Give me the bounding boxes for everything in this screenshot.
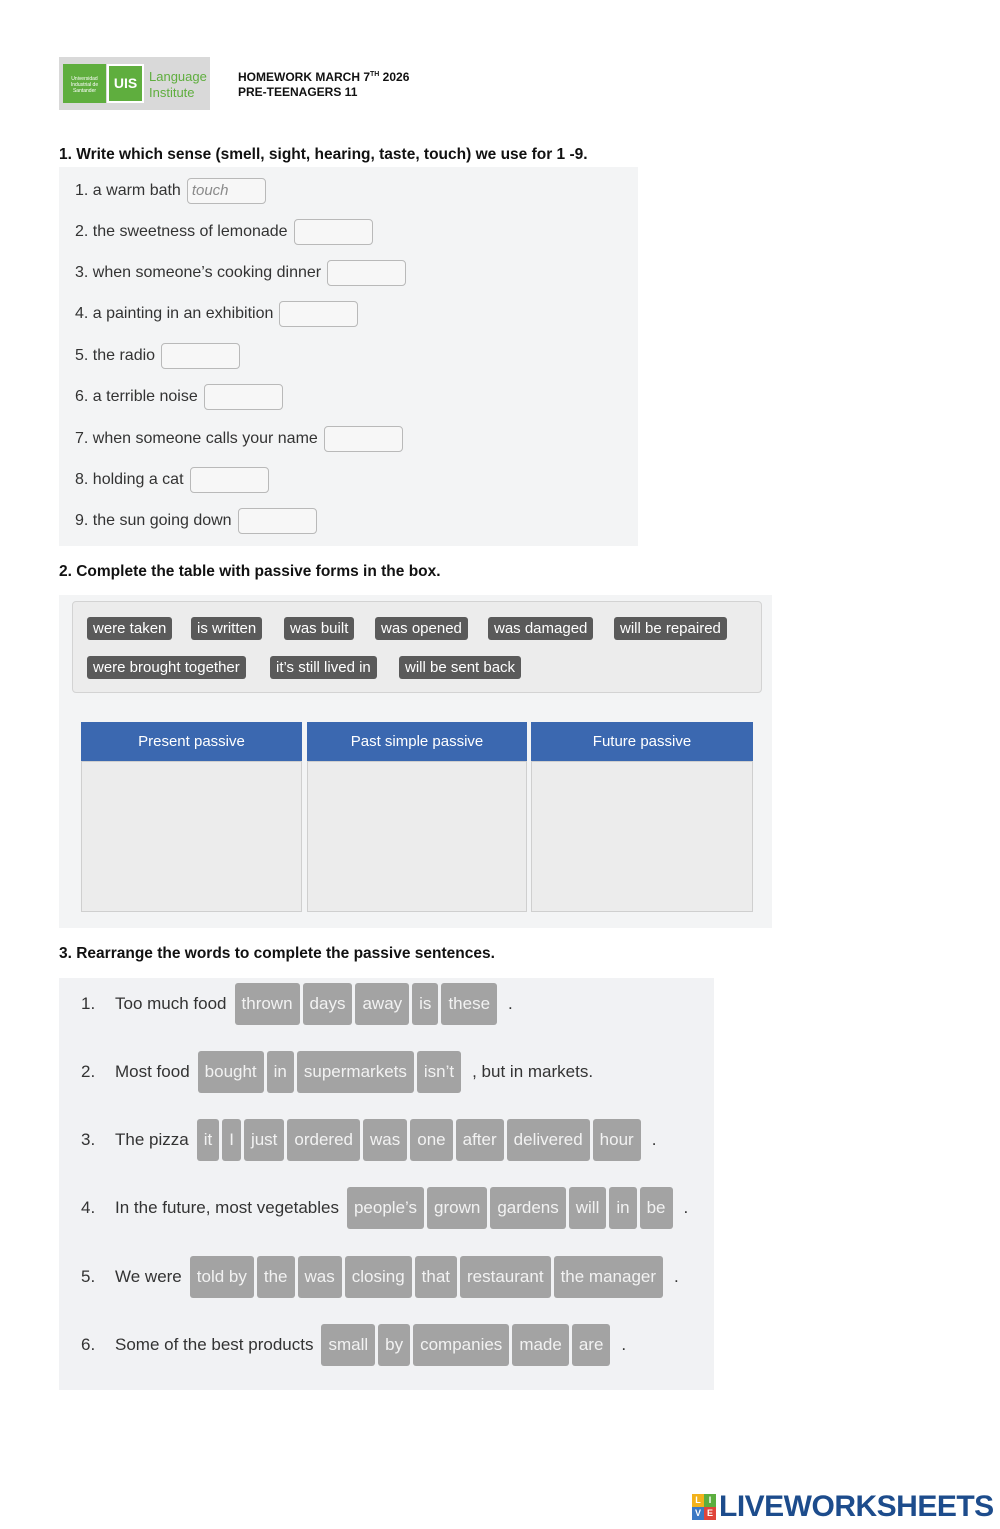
word-tile[interactable]: be: [640, 1187, 673, 1229]
sense-answer-input[interactable]: [279, 301, 358, 327]
word-tile[interactable]: was: [363, 1119, 407, 1161]
word-chip[interactable]: was damaged: [488, 617, 593, 640]
sentence-row: [81, 1255, 679, 1299]
sense-answer-input[interactable]: [294, 219, 373, 245]
word-tile[interactable]: these: [441, 983, 497, 1025]
sense-item: [75, 177, 266, 205]
section3-title: 3. Rearrange the words to complete the passive sentences.: [59, 945, 495, 962]
sentence-row: [81, 1118, 656, 1162]
word-tile[interactable]: people’s: [347, 1187, 424, 1229]
header-text: [238, 67, 409, 100]
sentence-end: .: [674, 1267, 679, 1286]
sentence-number: 5.: [81, 1267, 96, 1286]
word-tile[interactable]: that: [415, 1256, 457, 1298]
logo-line-1: Language: [149, 69, 207, 84]
word-tile[interactable]: I: [222, 1119, 241, 1161]
word-chip[interactable]: were brought together: [87, 656, 246, 679]
sentence-row: [81, 982, 513, 1026]
word-tile[interactable]: was: [298, 1256, 342, 1298]
sense-item-label: 3. when someone’s cooking dinner: [75, 264, 322, 281]
word-tile[interactable]: hour: [593, 1119, 641, 1161]
sense-answer-input[interactable]: [238, 508, 317, 534]
word-tile[interactable]: thrown: [235, 983, 300, 1025]
university-mark: Universidad Industrial de Santander: [63, 64, 106, 103]
word-chip[interactable]: were taken: [87, 617, 172, 640]
word-tile[interactable]: are: [572, 1324, 611, 1366]
sense-item: [75, 425, 403, 453]
word-tile[interactable]: closing: [345, 1256, 412, 1298]
word-tile[interactable]: bought: [198, 1051, 264, 1093]
section2-panel: [59, 595, 772, 928]
sense-item-label: 9. the sun going down: [75, 512, 232, 529]
sentence-start: The pizza: [115, 1130, 189, 1149]
word-tile[interactable]: grown: [427, 1187, 487, 1229]
word-tile[interactable]: one: [410, 1119, 452, 1161]
word-chip[interactable]: is written: [191, 617, 262, 640]
word-tile[interactable]: will: [569, 1187, 607, 1229]
liveworksheets-logo: [692, 1490, 994, 1524]
word-tile[interactable]: told by: [190, 1256, 254, 1298]
liveworksheets-icon: L I V E: [692, 1494, 716, 1520]
section2-title: 2. Complete the table with passive forms in the box.: [59, 563, 441, 580]
section3-panel: [59, 978, 714, 1390]
sense-item-label: 8. holding a cat: [75, 471, 184, 488]
word-tile[interactable]: is: [412, 983, 438, 1025]
word-tile[interactable]: ordered: [287, 1119, 360, 1161]
word-chip[interactable]: was opened: [375, 617, 468, 640]
sentence-number: 6.: [81, 1335, 96, 1354]
institute-logo: [59, 57, 210, 110]
sense-answer-input[interactable]: [324, 426, 403, 452]
sense-item: [75, 218, 373, 246]
sentence-start: We were: [115, 1267, 182, 1286]
word-tile[interactable]: restaurant: [460, 1256, 551, 1298]
word-chip[interactable]: will be sent back: [399, 656, 521, 679]
uis-logo-mark: UIS: [107, 64, 144, 103]
sentence-number: 3.: [81, 1130, 96, 1149]
sense-item-label: 4. a painting in an exhibition: [75, 305, 274, 322]
column-header-future: Future passive: [531, 722, 753, 761]
sentence-row: [81, 1323, 626, 1367]
sense-item-label: 1. a warm bath: [75, 182, 181, 199]
sentence-end: .: [621, 1335, 627, 1354]
sense-item-label: 2. the sweetness of lemonade: [75, 223, 288, 240]
sense-answer-input[interactable]: [190, 467, 269, 493]
sense-answer-input[interactable]: touch: [187, 178, 266, 204]
sentence-row: [81, 1050, 593, 1094]
drop-zone-future[interactable]: [531, 761, 753, 912]
word-bank: [72, 601, 762, 693]
sense-item-label: 5. the radio: [75, 347, 156, 364]
word-tile[interactable]: it: [197, 1119, 220, 1161]
word-tile[interactable]: made: [512, 1324, 569, 1366]
sentence-start: Too much food: [115, 994, 227, 1013]
sense-item: [75, 383, 283, 411]
word-chip[interactable]: was built: [284, 617, 354, 640]
sentence-start: Most food: [115, 1062, 190, 1081]
word-tile[interactable]: small: [321, 1324, 375, 1366]
sense-item-label: 7. when someone calls your name: [75, 430, 318, 447]
sense-item: [75, 259, 406, 287]
sentence-number: 4.: [81, 1198, 96, 1217]
sentence-end: .: [508, 994, 513, 1013]
column-header-past: Past simple passive: [307, 722, 527, 761]
sentence-number: 1.: [81, 994, 96, 1013]
sentence-row: [81, 1186, 688, 1230]
section1-panel: [59, 167, 638, 546]
section1-title: 1. Write which sense (smell, sight, hearing, taste, touch) we use for 1 -9.: [59, 146, 588, 163]
word-chip[interactable]: it’s still lived in: [270, 656, 377, 679]
word-tile[interactable]: the manager: [554, 1256, 663, 1298]
homework-title: HOMEWORK MARCH 7TH 2026: [238, 70, 410, 84]
sentence-end: , but in markets.: [472, 1062, 594, 1081]
word-tile[interactable]: in: [609, 1187, 636, 1229]
drop-zone-present[interactable]: [81, 761, 302, 912]
word-chip[interactable]: will be repaired: [614, 617, 727, 640]
class-name: PRE-TEENAGERS 11: [238, 85, 358, 99]
sense-answer-input[interactable]: [161, 343, 240, 369]
word-tile[interactable]: days: [303, 983, 353, 1025]
logo-line-2: Institute: [149, 85, 195, 100]
word-tile[interactable]: isn’t: [417, 1051, 461, 1093]
word-tile[interactable]: away: [355, 983, 409, 1025]
sense-item: [75, 507, 317, 535]
word-tile[interactable]: in: [267, 1051, 294, 1093]
word-tile[interactable]: delivered: [507, 1119, 590, 1161]
sense-answer-input[interactable]: [204, 384, 283, 410]
sentence-start: Some of the best products: [115, 1335, 314, 1354]
sense-item-label: 6. a terrible noise: [75, 388, 198, 405]
logo-text: [149, 69, 207, 101]
word-tile[interactable]: companies: [413, 1324, 509, 1366]
word-tile[interactable]: by: [378, 1324, 410, 1366]
sense-answer-input[interactable]: [327, 260, 406, 286]
word-tile[interactable]: the: [257, 1256, 295, 1298]
sentence-end: .: [683, 1198, 689, 1217]
liveworksheets-brand: LIVEWORKSHEETS: [719, 1490, 994, 1523]
sentence-start: In the future, most vegetables: [115, 1198, 339, 1217]
sense-item: [75, 342, 240, 370]
word-tile[interactable]: just: [244, 1119, 284, 1161]
word-tile[interactable]: supermarkets: [297, 1051, 414, 1093]
drop-zone-past[interactable]: [307, 761, 527, 912]
sentence-end: .: [651, 1130, 657, 1149]
sentence-number: 2.: [81, 1062, 96, 1081]
word-tile[interactable]: after: [456, 1119, 504, 1161]
column-header-present: Present passive: [81, 722, 302, 761]
sense-item: [75, 466, 269, 494]
sense-item: [75, 300, 358, 328]
word-tile[interactable]: gardens: [490, 1187, 565, 1229]
